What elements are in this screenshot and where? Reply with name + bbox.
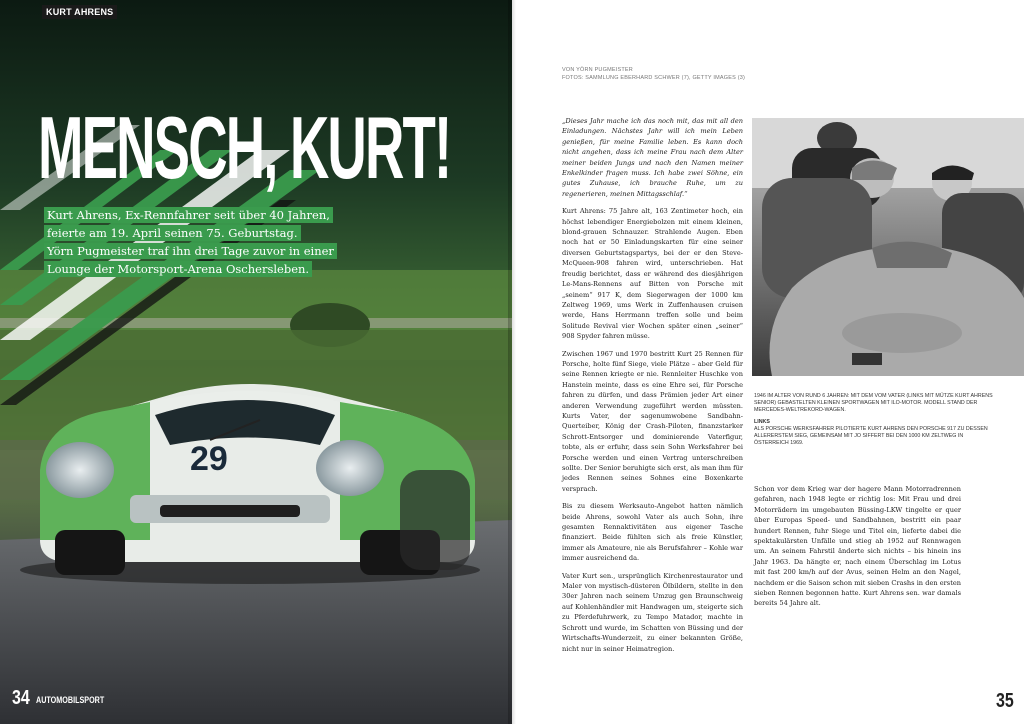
body-paragraph: Kurt Ahrens: 75 Jahre alt, 163 Zentimeter hoch, ein höchst lebendiger Energiebolzen mit einem kleinen, blond-grauen Schnauzer. Strahlende Augen. Eben noch hat er 50 Einladungskarten für eine seiner diversen Geburtstagspartys, bei der er den Steve-McQueen-908 fahren wird, unterschrieben. Hat freudig berichtet, dass er während des diesjährigen Le-Mans-Rennens auf Bitten von Porsche mit „seinem“ 917 K, dem Siegerwagen der 1000 km Zeltweg 1969, ums Werk in Zuffenhausen cruisen werde, Hans Herrmann treffen solle und beim Solitude Revival vier Wochen später einen „seiner“ 908 Spyder fahren müsse.: [562, 207, 743, 341]
section-tag: KURT AHRENS: [42, 5, 117, 19]
photo-credits: FOTOS: SAMMLUNG EBERHARD SCHWER (7), GETTY IMAGES (3): [562, 75, 746, 81]
right-page: [512, 0, 1024, 724]
text-column-2: [754, 484, 961, 616]
magazine-name: AUTOMOBILSPORT: [36, 695, 105, 705]
body-paragraph: Schon vor dem Krieg war der hagere Mann Motorradrennen gefahren, nach 1948 legte er richtig los: Mit Frau und drei Motorrädern im umgebauten Büssing-LKW tingelte er quer über Europas Speed- und Sandbahnen, bestritt ein paar hundert Rennen, fuhr Siege und Titel ein, lieferte dabei die spektakulärsten Unfälle und stieg ab 1952 auf Rennwagen um. An seinem Fahrstil änderte sich nichts – bis hinein ins Jahr 1963. Da hängte er, nach einem Überschlag im Lotus mit fast 200 km/h auf der Avus, seinen Helm an den Nagel, nachdem er die Saison schon mit sieben Crashs in den ersten sieben Rennen begonnen hatte. Kurt Ahrens sen. war damals bereits 54 Jahre alt.: [754, 485, 961, 608]
lead-line: Lounge der Motorsport-Arena Oschersleben.: [44, 261, 312, 277]
page-number-right: 35: [996, 690, 1014, 712]
historic-bw-photo: [752, 118, 1024, 376]
body-paragraph: Zwischen 1967 und 1970 bestritt Kurt 25 Rennen für Porsche, holte fünf Siege, viele Plätze – aber Geld für seine Rennen kriegte er nie. Rennleiter Huschke von Hanstein meinte, dass es eine Ehre sei, für Porsche fahren zu dürfen, und dass Prämien jeder Art einer anderen Verwendung zugeführt werden müssten. Kurts Vater, der sagenumwobene Sandbahn-Querteiber, König der Crash-Piloten, finanzstarker Schrott-Entsorger und dominierende Vaterfigur, tobte, als er erfuhr, dass sein Sohn Werksfahrer bei Porsche werden und einen Vertrag unterschreiben sollte. Der Senior beruhigte sich erst, als man ihm für jedes Rennen seines Sohnes eine Boxenkarte versprach.: [562, 349, 743, 493]
byline-author: VON YÖRN PUGMEISTER: [562, 67, 633, 73]
body-paragraph: Vater Kurt sen., ursprünglich Kirchenrestaurator und Maler von mystisch-düsteren Ölbildern, stellte in den 30er Jahren nach seinem Umzug gen Braunschweig auf Kohlenhändler mit Handwagen um, steigerte sich zu Pferdefuhrwerk, zu Tempo Matador, machte in Schrott und wurde, im Schatten von Büssing und der Wirtschafts-Wunderzeit, zu einer bekannten Größe, nicht nur in seiner Heimatregion.: [562, 571, 743, 653]
caption-label: LINKS: [754, 418, 770, 425]
quote-paragraph: „Dieses Jahr mache ich das noch mit, das mit all den Einladungen. Nächstes Jahr will ich mein Leben genießen, für meine Familie leben. Es kann doch nicht angehen, dass ich meine Frau nach dem Alter meiner beiden Jungs und nach den Namen meiner Enkelkinder fragen muss. Ich habe zwei Söhne, ein gutes Zuhause, ich brauche Ruhe, um zu regenerieren, meinen Mittagsschlaf.“: [562, 117, 743, 198]
body-paragraph: Bis zu diesem Werksauto-Angebot hatten nämlich beide Ahrens, sowohl Vater als auch Sohn, ihre gesamten Rennaktivitäten aus eigener Tasche finanziert. Beide fühlten sich als freie Künstler, immer als Amateure, nie als Berufsfahrer – Kohle war immer ausreichend da.: [562, 502, 743, 563]
lead-paragraph: [44, 206, 344, 278]
car-number: 29: [190, 440, 228, 478]
page-number-left: 34: [12, 687, 30, 709]
text-column-1: [562, 116, 743, 661]
lead-line: feierte am 19. April seinen 75. Geburtstag.: [44, 225, 301, 241]
photo-caption: [754, 393, 994, 451]
byline-credits: [562, 66, 745, 82]
page-gutter: [508, 0, 516, 724]
headline: MENSCH, KURT!: [38, 98, 451, 197]
lead-line: Kurt Ahrens, Ex-Rennfahrer seit über 40 Jahren,: [44, 207, 333, 223]
caption-text-2: ALS PORSCHE WERKSFAHRER PILOTIERTE KURT AHRENS DEN PORSCHE 917 ZU DESSEN ALLERERSTEM SIEG, GEMEINSAM MIT JO SIFFERT BEI DEN 1000 KM ZELTWEG IN ÖSTERREICH 1969.: [754, 425, 988, 447]
caption-text-1: 1946 IM ALTER VON RUND 6 JAHREN: MIT DEM VOM VATER (LINKS MIT MÜTZE KURT AHRENS SENIOR) GEBASTELTEN KLEINEN SPORTWAGEN MIT ILO-MOTOR. MODELL STAND DER MERCEDES-WELTREKORD-WAGEN.: [754, 393, 993, 414]
lead-line: Yörn Pugmeister traf ihn drei Tage zuvor in einer: [44, 243, 337, 259]
